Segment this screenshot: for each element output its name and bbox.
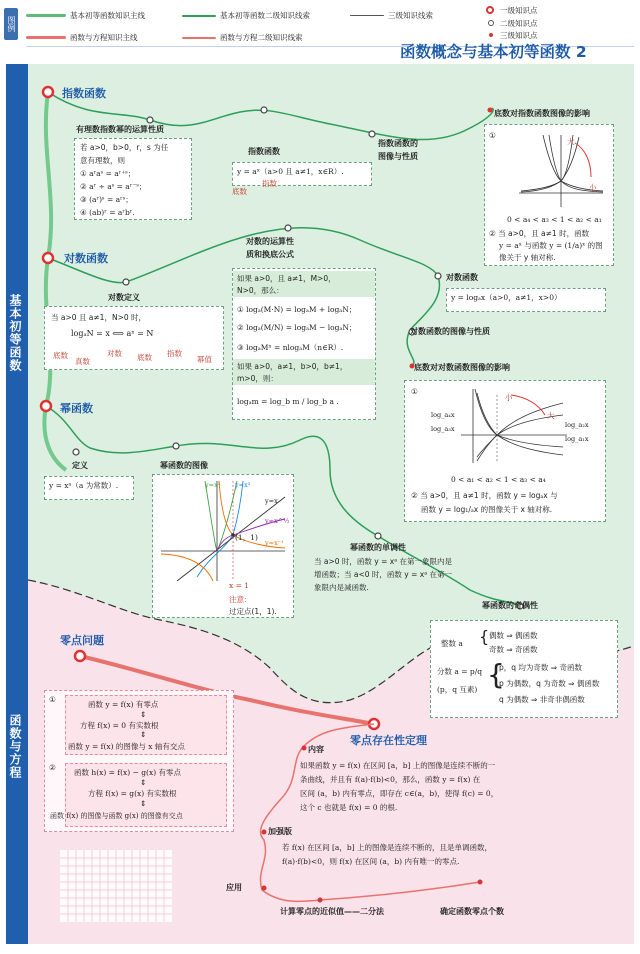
exp-sym-line: ② 当 a>0，且 a≠1 时，函数 [489, 229, 590, 238]
pow-def-box [44, 476, 134, 500]
node-dot-icon [488, 108, 493, 113]
zero-eq-text: 函数 f(x) 的图像与函数 g(x) 的图像有交点 [50, 812, 183, 820]
brace-icon: { [487, 658, 505, 691]
log-sym-line: ② 当 a>0，且 a≠1 时，函数 y = logₐx 与 [411, 491, 558, 500]
zero-box [44, 690, 234, 832]
exp-graph-label: 图像与性质 [378, 152, 418, 161]
legend-label: 基本初等函数知识主线 [70, 11, 145, 20]
exp-graph [515, 131, 607, 211]
curve-inverse-neg [161, 554, 213, 581]
log-prop-rule: ② logₐ(M/N) = logₐM − logₐN； [237, 323, 357, 332]
node-dot-icon [262, 830, 267, 835]
pow-curve-label: y=x² [205, 481, 221, 489]
parity-int: 整数 a [441, 639, 463, 648]
node-dot-icon [73, 449, 79, 455]
pow-graph-box [152, 474, 294, 618]
brace-icon: { [479, 627, 490, 646]
exp-rule: ① aʳaˢ = aʳ⁺ˢ； [80, 169, 136, 178]
log-prop-cond: 如果 a>0，且 a≠1，M>0， [237, 274, 336, 283]
log-curve-label: log_a₃x [431, 425, 455, 433]
equiv-icon: ⇕ [140, 730, 147, 739]
exp-rules-intro: 若 a>0，b>0，r，s 为任 [80, 143, 169, 152]
grid-paper [60, 850, 172, 922]
exp-rules-box [74, 138, 192, 220]
exp-node-icon [43, 87, 53, 97]
theorem-enh: 若 f(x) 在区间 [a，b] 上的图像是连续不断的，且是单调函数， [282, 843, 493, 852]
pow-curve-label: y=x [265, 497, 278, 505]
log-prop-rule: ① logₐ(M·N) = logₐM + logₐN； [237, 305, 357, 314]
exp-func-def: y = aˣ（a>0 且 a≠1，x∈R）. [237, 167, 344, 176]
log-node-icon [43, 253, 53, 263]
node-dot-icon [173, 443, 179, 449]
theorem-content: 如果函数 y = f(x) 在区间 [a，b] 上的图像是连续不断的一 [300, 761, 496, 770]
log-def-note: 底数 [137, 353, 152, 362]
pow-fixed-point: (1，1) [235, 533, 258, 542]
theorem-content-label: 内容 [308, 745, 324, 754]
pow-graph-label: 幂函数的图像 [160, 461, 208, 470]
pow-parity-box [430, 620, 618, 718]
log-prop-title: 质和换底公式 [246, 250, 294, 259]
node-dot-icon [147, 117, 153, 123]
theorem-enh-label: 加强版 [268, 827, 292, 836]
exp-base-effect-label: 底数对指数函数图像的影响 [494, 109, 590, 118]
pow-note-label: 注意： [229, 595, 252, 604]
theorem-enh: f(a)·f(b)<0，则 f(x) 在区间 (a，b) 内有唯一的零点. [282, 857, 460, 866]
parity-frac: 分数 a = p/q [437, 667, 483, 676]
theorem-main-label: 零点存在性定理 [350, 734, 427, 747]
zero-main-label: 零点问题 [60, 634, 104, 647]
parity-case: 奇数 ⇒ 奇函数 [489, 645, 538, 654]
log-func-def: y = logₐx（a>0，a≠1，x>0） [451, 293, 562, 302]
exp-exponent-note: 指数 [262, 179, 277, 188]
parity-case: 偶数 ⇒ 偶函数 [489, 631, 538, 640]
node-dot-icon [285, 225, 291, 231]
zero-eq-text: 函数 y = f(x) 有零点 [88, 700, 159, 709]
pow-note-text: 过定点(1，1). [229, 607, 277, 616]
exp-rule: ③ (aʳ)ˢ = aʳˢ； [80, 195, 133, 204]
log-graph-box [404, 380, 606, 522]
log-def-box [44, 306, 224, 370]
equiv-icon: ⇕ [140, 710, 147, 719]
legend-label: 函数与方程二级知识线索 [220, 33, 303, 42]
legend-point-label: 三级知识点 [500, 31, 538, 40]
arrow-red [575, 143, 591, 177]
theorem-app-label: 应用 [226, 883, 242, 892]
log-base-effect-label: 底数对对数函数图像的影响 [414, 363, 510, 372]
circle-one: ① [411, 387, 418, 396]
parity-coprime: (p，q 互素) [437, 685, 478, 694]
legend-point-label: 二级知识点 [500, 19, 538, 28]
circle-one: ① [49, 695, 56, 704]
pow-curve-label: y=x⁻¹ [265, 539, 284, 547]
node-dot-icon [261, 107, 267, 113]
exp-sym-line: y = aˣ 与函数 y = (1/a)ˣ 的图 [499, 241, 603, 250]
log-func-label: 对数函数 [446, 273, 478, 282]
log-graph-label: 对数函数的图像与性质 [410, 327, 490, 336]
theorem-app: 计算零点的近似值——二分法 [280, 907, 384, 916]
log-curve-label: log_a₄x [431, 411, 455, 419]
zero-eq-text: 函数 y = f(x) 的图像与 x 轴有交点 [68, 742, 185, 751]
log-small-label: 小 [505, 393, 513, 402]
legend-label: 函数与方程知识主线 [70, 33, 138, 42]
exp-sym-line: 像关于 y 轴对称. [499, 253, 556, 262]
pow-def: y = xᵃ（a 为常数）. [49, 481, 119, 490]
exp-base-note: 底数 [232, 187, 247, 196]
parity-case: p，q 均为奇数 ⇒ 奇函数 [499, 663, 582, 672]
log-def-note: 指数 [167, 349, 182, 358]
page-title: 函数概念与基本初等函数 2 [400, 43, 587, 61]
node-dot-icon [123, 279, 129, 285]
zero-case2 [50, 763, 227, 827]
log-def-title: 对数定义 [108, 293, 140, 302]
equiv-icon: ⇕ [140, 799, 147, 808]
exp-main-label: 指数函数 [62, 87, 106, 100]
log-prop-rule: ③ logₐMⁿ = nlogₐM（n∈R）. [237, 343, 344, 352]
exp-big-label: 大 [567, 137, 575, 146]
exp-rules-title: 有理数指数幂的运算性质 [76, 125, 164, 134]
pow-mono-text: 当 a>0 时，函数 y = xᵃ 在第一象限内是 [314, 557, 453, 566]
pow-def-label: 定义 [72, 461, 88, 470]
pow-node-icon [41, 401, 51, 411]
legend-label: 基本初等函数二级知识线索 [220, 11, 310, 20]
log-sym-line: 函数 y = log₁/ₐx 的图像关于 x 轴对称. [421, 505, 553, 514]
log-prop-cond: m>0，则： [237, 374, 278, 383]
exp-func-label: 指数函数 [248, 147, 280, 156]
node-dot-icon [262, 886, 267, 891]
log-prop-box [232, 268, 376, 420]
legend-point-label: 一级知识点 [500, 6, 538, 15]
log-func-def-box [446, 288, 606, 312]
exp-func-def-box [232, 162, 372, 186]
log-def-note: 真数 [75, 357, 90, 366]
log-prop-cond: 如果 a>0，a≠1，b>0，b≠1， [237, 362, 348, 371]
log-change-base: logₐm = log_b m / log_b a . [237, 397, 339, 406]
exp-graph-label: 指数函数的 [378, 139, 418, 148]
legend-tag: 图例 [4, 8, 18, 40]
pow-x1-label: x = 1 [229, 581, 250, 590]
node-dot-icon [318, 898, 323, 903]
pow-main-label: 幂函数 [60, 402, 93, 415]
log-curve-label: log_a₁x [565, 435, 589, 443]
zero-eq-text: 方程 f(x) = 0 有实数根 [80, 721, 159, 730]
log-main-label: 对数函数 [64, 252, 108, 265]
log-def-note: 对数 [107, 349, 122, 358]
pow-mono-text: 象限内是减函数. [314, 583, 369, 592]
exp-rule: ④ (ab)ʳ = aʳbʳ. [80, 208, 135, 217]
pow-curve-label: y=x^½ [265, 517, 290, 525]
zero-eq-text: 函数 h(x) = f(x) − g(x) 有零点 [74, 768, 182, 777]
exp-graph-cond: 0 < a₄ < a₃ < 1 < a₂ < a₁ [507, 215, 602, 224]
sidebar-label: 函数与方程 [8, 714, 22, 779]
pow-mono-label: 幂函数的单调性 [350, 543, 406, 552]
circle-one: ① [489, 131, 496, 140]
theorem-app: 确定函数零点个数 [440, 907, 504, 916]
log-def-note: 幂值 [197, 355, 212, 364]
log-def-note: 底数 [53, 351, 68, 360]
node-dot-icon [435, 273, 441, 279]
log-def-cond: 当 a>0 且 a≠1，N>0 时， [51, 313, 147, 322]
log-def-eq: logₐN = x ⟺ aˣ = N [71, 329, 154, 338]
pow-parity-label: 幂函数的奇偶性 [482, 601, 538, 610]
zero-case1 [65, 695, 227, 755]
log-curve-label: log_a₂x [565, 421, 589, 429]
log-big-label: 大 [547, 411, 555, 420]
sidebar-label: 基本初等函数 [8, 294, 22, 372]
exp-rule: ② aʳ ÷ aˢ = aʳ⁻ˢ； [80, 182, 147, 191]
exp-small-label: 小 [589, 183, 597, 192]
zero-eq-text: 方程 f(x) = g(x) 有实数根 [88, 789, 177, 798]
exp-graph-box [484, 124, 614, 266]
node-dot-icon [302, 746, 307, 751]
node-dot-icon [375, 533, 381, 539]
log-prop-cond: N>0，那么： [237, 286, 284, 295]
log-graph-cond: 0 < a₁ < a₂ < 1 < a₃ < a₄ [451, 475, 546, 484]
theorem-content: 条曲线，并且有 f(a)·f(b)<0，那么，函数 y = f(x) 在 [300, 775, 481, 784]
zero-node-icon [75, 651, 85, 661]
equiv-icon: ⇕ [140, 778, 147, 787]
circle-two: ② [49, 763, 56, 772]
theorem-content: 这个 c 也就是 f(x) = 0 的根. [300, 803, 398, 812]
node-dot-icon [369, 131, 375, 137]
parity-case: p 为偶数，q 为奇数 ⇒ 偶函数 [499, 679, 600, 688]
theorem-content: 区间 (a，b) 内有零点，即存在 c∈(a，b)，使得 f(c) = 0， [300, 789, 499, 798]
arrow-red [511, 395, 545, 415]
pow-graph [157, 477, 289, 583]
pow-mono-text: 增函数；当 a<0 时，函数 y = xᵃ 在第一 [314, 570, 453, 579]
log-prop-title: 对数的运算性 [246, 237, 294, 246]
pow-curve-label: y=x³ [235, 481, 251, 489]
node-dot-icon [478, 880, 483, 885]
legend-label: 三级知识线索 [388, 11, 433, 20]
parity-case: q 为偶数 ⇒ 非奇非偶函数 [499, 695, 585, 704]
exp-rules-intro: 意有理数，则 [80, 156, 125, 165]
